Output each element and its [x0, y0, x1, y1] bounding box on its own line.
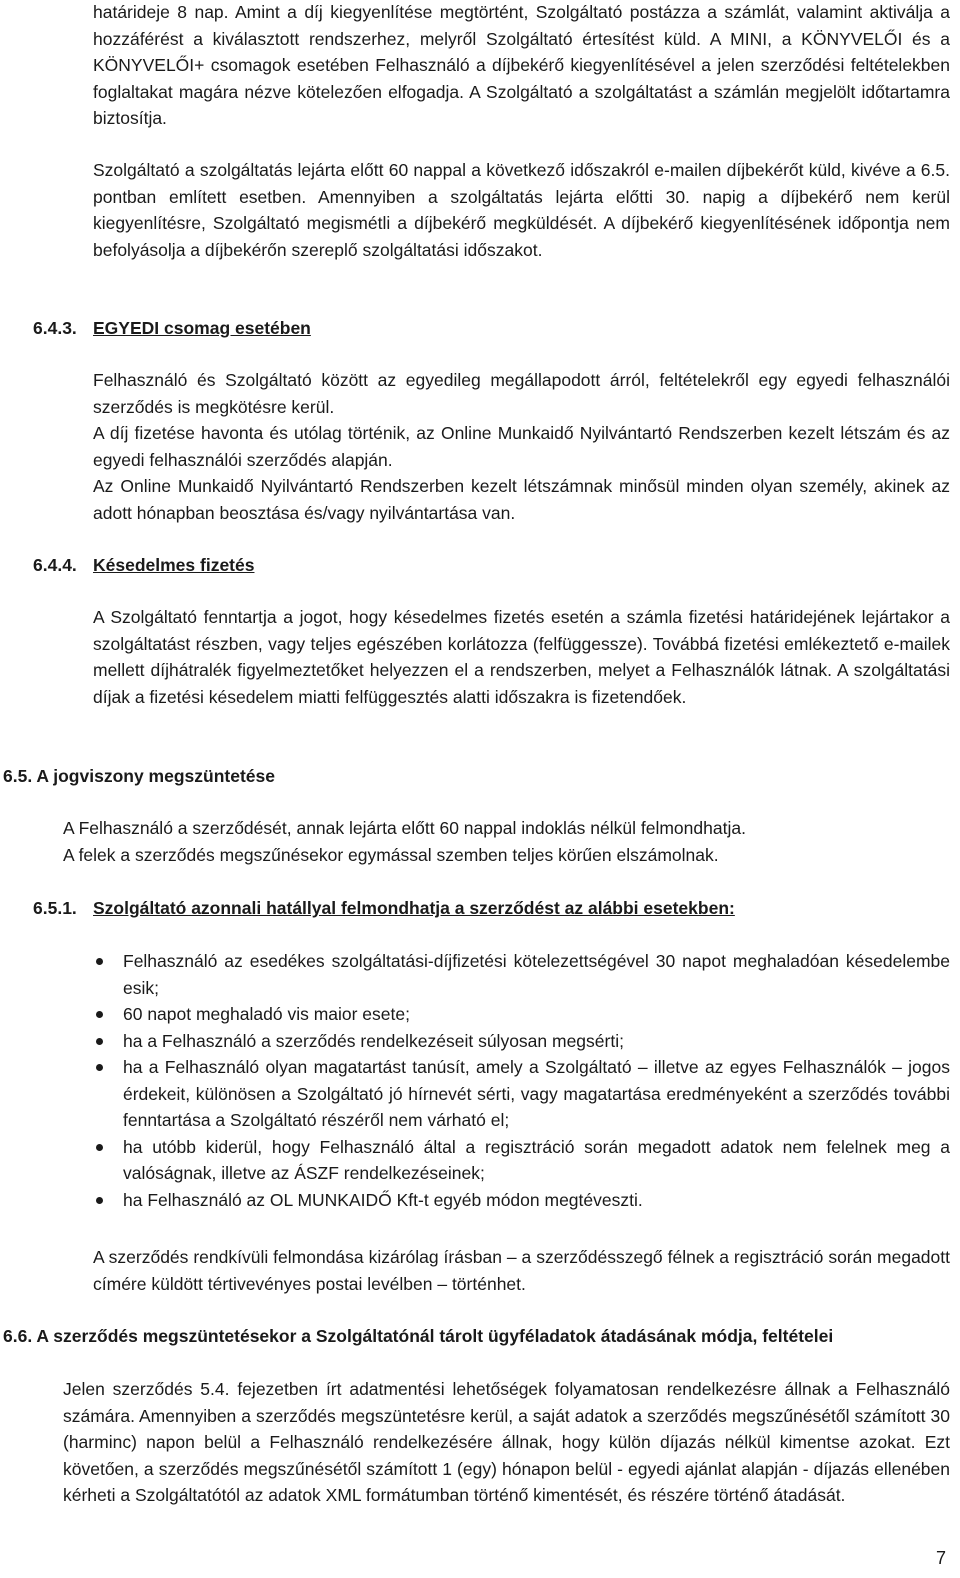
- section-title-651: Szolgáltató azonnali hatállyal felmondhatja a szerződést az alábbi esetekben:: [93, 898, 735, 918]
- intro-text-2: Szolgáltató a szolgáltatás lejárta előtt 60 nappal a következő időszakról e-mailen díjbekérőt küld, kivéve a 6.5. pontban említett esetben. Amennyiben a szolgáltatás lejárta előtti 30. napig a díjbekérő nem kerül kiegyenlítésre, Szolgáltató megismétli a díjbekérő megküldését. A díjbekérő kiegyenlítésének időpontja nem befolyásolja a díjbekérőn szereplő szolgáltatási időszakot.: [93, 160, 950, 260]
- bullet-icon: [96, 1064, 103, 1071]
- list-item: ha Felhasználó az OL MUNKAIDŐ Kft-t egyéb módon megtéveszti.: [93, 1187, 950, 1214]
- list-item: ha utóbb kiderül, hogy Felhasználó által a regisztráció során megadott adatok nem felelnek meg a valóságnak, illetve az ÁSZF rendelkezéseinek;: [93, 1134, 950, 1187]
- section-66-body: [63, 1376, 950, 1509]
- section-643-text-2: A díj fizetése havonta és utólag történik, az Online Munkaidő Nyilvántartó Rendszerben kezelt létszám és az egyedi felhasználói szerződés alapján.: [93, 423, 950, 470]
- section-65-text-2: A felek a szerződés megszűnésekor egymással szemben teljes körűen elszámolnak.: [63, 844, 719, 865]
- section-number-643: 6.4.3.: [33, 318, 77, 338]
- list-item: 60 napot meghaladó vis maior esete;: [93, 1001, 950, 1028]
- section-65-body: [63, 815, 950, 868]
- bullet-icon: [96, 958, 103, 965]
- section-643-text-1: Felhasználó és Szolgáltató között az egyedileg megállapodott árról, feltételekről egy egyedi felhasználói szerződés is megkötésre kerül.: [93, 370, 950, 417]
- bullet-icon: [96, 1011, 103, 1018]
- bullet-icon: [96, 1038, 103, 1045]
- page-number: 7: [936, 1548, 947, 1568]
- intro-paragraph-1: [93, 0, 950, 132]
- section-651-closing: [93, 1244, 950, 1297]
- list-item: ha a Felhasználó a szerződés rendelkezéseit súlyosan megsérti;: [93, 1028, 950, 1055]
- list-item: ha a Felhasználó olyan magatartást tanúsít, amely a Szolgáltató – illetve az egyes Felhasználók – jogos érdekeit, különösen a Szolgáltató jó hírnevét sérti, vagy magatartása eredményeként a szerződés további fenntartása a Szolgáltató részéről nem várható el;: [93, 1054, 950, 1134]
- list-item: Felhasználó az esedékes szolgáltatási-díjfizetési kötelezettségével 30 napot meghaladóan késedelembe esik;: [93, 948, 950, 1001]
- section-651-closing-text: A szerződés rendkívüli felmondása kizárólag írásban – a szerződésszegő félnek a regisztráció során megadott címére küldött tértivevényes postai levélben – történhet.: [93, 1247, 950, 1294]
- bullet-icon: [96, 1144, 103, 1151]
- section-heading-65: 6.5. A jogviszony megszüntetése: [3, 766, 275, 786]
- section-number-644: 6.4.4.: [33, 555, 77, 575]
- section-644-text-1: A Szolgáltató fenntartja a jogot, hogy késedelmes fizetés esetén a számla fizetési határidejének lejártakor a szolgáltatást részben, vagy teljes egészében korlátozza (felfüggessze). Továbbá fizetési emlékeztető e-mailek mellett díjhátralék figyelmeztetőket helyezzen el a rendszerben, melyet a Felhasználók látnak. A szolgáltatási díjak a fizetési késedelem miatti felfüggesztés alatti időszakra is fizetendőek.: [93, 607, 950, 707]
- section-heading-66: 6.6. A szerződés megszüntetésekor a Szolgáltatónál tárolt ügyféladatok átadásának módja, feltételei: [3, 1326, 834, 1346]
- section-title-644: Késedelmes fizetés: [93, 555, 255, 575]
- intro-text-1: határideje 8 nap. Amint a díj kiegyenlítése megtörtént, Szolgáltató postázza a számlát, valamint aktiválja a hozzáférést a kiválasztott rendszerhez, melyről Szolgáltató értesítést küld. A MINI, a KÖNYVELŐI és a KÖNYVELŐI+ csomagok esetében Felhasználó a díjbekérő kiegyenlítésével a jelen szerződési feltételekben foglaltakat magára nézve kötelezően elfogadja. A Szolgáltató a szolgáltatást a számlán megjelölt időtartamra biztosítja.: [93, 2, 950, 128]
- bullet-icon: [96, 1197, 103, 1204]
- intro-paragraph-2: [93, 157, 950, 263]
- section-title-643: EGYEDI csomag esetében: [93, 318, 311, 338]
- termination-reasons-list: [93, 948, 950, 1213]
- section-644-body: [93, 604, 950, 710]
- section-65-text-1: A Felhasználó a szerződését, annak lejárta előtt 60 nappal indoklás nélkül felmondhatja.: [63, 818, 746, 838]
- section-643-text-3: Az Online Munkaidő Nyilvántartó Rendszerben kezelt létszámnak minősül minden olyan személy, akinek az adott hónapban beosztása és/vagy nyilvántartása van.: [93, 476, 950, 523]
- section-66-text-1: Jelen szerződés 5.4. fejezetben írt adatmentési lehetőségek folyamatosan rendelkezésre állnak a Felhasználó számára. Amennyiben a szerződés megszüntetésre kerül, a saját adatok a szerződés megszűnésétől számított 30 (harminc) napon belül a Felhasználó rendelkezésére állnak, hogy külön díjazás nélkül kimentse azokat. Ezt követően, a szerződés megszűnésétől számított 1 (egy) hónapon belül - egyedi ajánlat alapján - díjazás ellenében kérheti a Szolgáltatótól az adatok XML formátumban történő kimentését, és részére történő átadását.: [63, 1379, 950, 1505]
- section-643-body: [93, 367, 950, 526]
- section-number-651: 6.5.1.: [33, 898, 77, 918]
